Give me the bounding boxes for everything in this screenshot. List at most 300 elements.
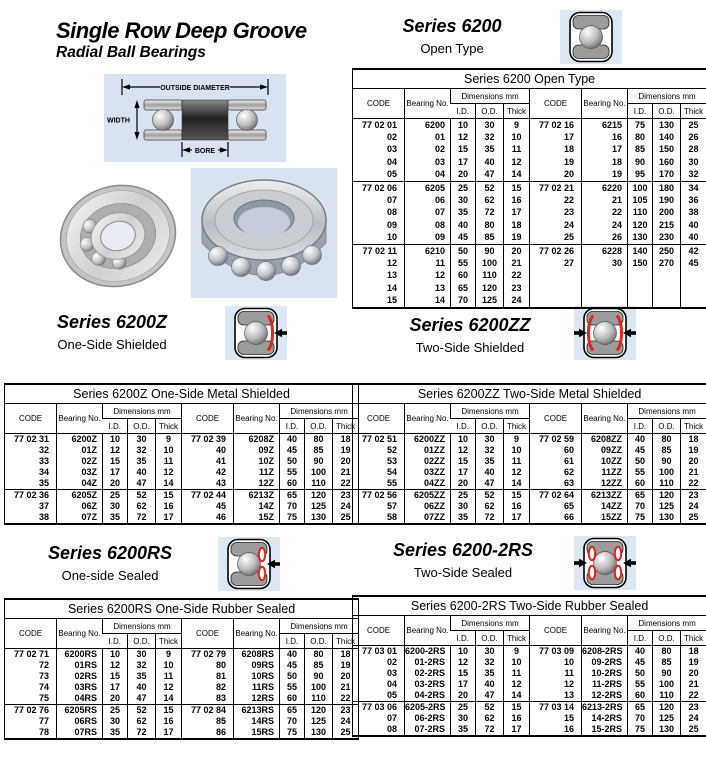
row-group [353, 490, 706, 525]
cell-code [530, 282, 582, 294]
cell-id: 60 [451, 270, 476, 282]
cell-thick: 17 [504, 207, 530, 219]
cell-od: 120 [653, 490, 681, 502]
cell-thick: 17 [504, 724, 530, 736]
cell-thick: 11 [156, 456, 182, 467]
cell-od: 120 [305, 490, 333, 502]
cell-id: 25 [103, 705, 128, 717]
cell-bearing-no: 12 [405, 270, 451, 282]
cell-bearing-no: 24 [582, 219, 628, 231]
cell-od: 110 [305, 478, 333, 490]
section-series-title: Series 6200Z [56, 312, 168, 332]
cell-id: 130 [628, 232, 653, 245]
cell-bearing-no [582, 270, 628, 282]
cell-thick: 24 [681, 501, 706, 512]
cell-od: 72 [128, 727, 156, 739]
table-title-row [5, 599, 359, 619]
cell-od: 30 [128, 434, 156, 446]
cell-od: 80 [305, 649, 333, 661]
cell-code: 83 [182, 693, 234, 705]
cell-id: 75 [280, 512, 305, 524]
cell-bearing-no: 08 [405, 219, 451, 231]
cell-id: 120 [628, 219, 653, 231]
cell-code: 22 [530, 194, 582, 206]
row-group [353, 244, 706, 307]
cell-od: 90 [476, 244, 504, 257]
cell-od: 130 [305, 512, 333, 524]
table-title-row [353, 69, 706, 89]
bearing-table-z [4, 383, 359, 525]
cell-thick: 14 [504, 690, 530, 702]
bearing-one-shield-icon [225, 306, 287, 360]
cell-code: 18 [530, 144, 582, 156]
cell-od: 110 [653, 690, 681, 702]
cell-id: 110 [628, 207, 653, 219]
cell-bearing-no: 14ZZ [582, 501, 628, 512]
cell-bearing-no: 6228 [582, 244, 628, 257]
cell-od: 47 [476, 478, 504, 490]
outside-diameter-label: OUTSIDE DIAMETER [160, 84, 230, 92]
cell-id: 45 [628, 445, 653, 456]
cell-id: 45 [280, 445, 305, 456]
cell-id: 45 [451, 232, 476, 245]
cell-id: 30 [103, 716, 128, 727]
cell-thick [681, 294, 706, 307]
table-row [353, 232, 706, 245]
table-row [353, 646, 706, 658]
table-row [5, 727, 359, 739]
cell-code: 45 [182, 501, 234, 512]
cell-code: 86 [182, 727, 234, 739]
cell-id: 65 [280, 705, 305, 717]
table-row [5, 705, 359, 717]
table-row [353, 270, 706, 282]
cell-thick: 21 [333, 682, 359, 693]
bore-label: BORE [194, 147, 216, 155]
table-row [353, 181, 706, 194]
cell-thick: 17 [156, 727, 182, 739]
table-row [353, 294, 706, 307]
cell-id: 12 [451, 131, 476, 143]
cell-od: 62 [128, 501, 156, 512]
cell-id: 12 [103, 660, 128, 671]
cell-code: 57 [386, 501, 397, 511]
cell-bearing-no: 11RS [234, 682, 280, 693]
col-header-thick: Thick [333, 419, 359, 434]
cell-thick: 40 [681, 219, 706, 231]
cell-id: 17 [451, 679, 476, 690]
cell-code: 77 02 39 [182, 434, 234, 446]
cell-od: 85 [653, 657, 681, 668]
col-header-thick: Thick [504, 104, 530, 119]
table-row [5, 682, 359, 693]
col-header-bearing: Bearing No. [57, 404, 103, 434]
cell-od: 250 [653, 244, 681, 257]
bearing-dimension-diagram [104, 74, 286, 162]
cell-code: 77 02 31 [13, 434, 49, 444]
cell-od: 80 [476, 219, 504, 231]
cell-code: 37 [38, 501, 49, 511]
table-row [353, 282, 706, 294]
cell-bearing-no: 01 [405, 131, 451, 143]
cell-code: 10 [386, 232, 397, 243]
col-header-dims: Dimensions mm [628, 616, 706, 631]
cell-bearing-no: 15RS [234, 727, 280, 739]
cell-code: 72 [38, 660, 49, 670]
col-header-id: I.D. [456, 421, 469, 431]
cell-thick: 12 [504, 156, 530, 168]
cell-od: 62 [476, 501, 504, 512]
cell-code: 20 [530, 169, 582, 182]
cell-od: 110 [476, 270, 504, 282]
cell-bearing-no: 6205 [405, 181, 451, 194]
cell-thick: 16 [156, 501, 182, 512]
cell-thick: 9 [504, 646, 530, 658]
cell-od: 160 [653, 156, 681, 168]
cell-id: 60 [628, 690, 653, 702]
cell-code: 77 02 21 [530, 181, 582, 194]
cell-thick: 18 [333, 434, 359, 446]
cell-bearing-no: 6208Z [234, 434, 280, 446]
col-header-bearing: Bearing No. [57, 619, 103, 649]
table-row [353, 207, 706, 219]
cell-code: 09 [386, 219, 397, 230]
cell-code: 02 [386, 132, 397, 143]
cell-id: 30 [451, 501, 476, 512]
cell-thick: 18 [333, 649, 359, 661]
cell-code: 65 [530, 501, 582, 512]
cell-code: 27 [530, 257, 582, 269]
cell-od: 35 [128, 671, 156, 682]
cell-bearing-no: 01RS [57, 660, 103, 671]
cell-od: 90 [653, 456, 681, 467]
cell-code: 77 02 79 [182, 649, 234, 661]
cell-code: 77 03 09 [530, 646, 582, 658]
cell-thick: 38 [681, 207, 706, 219]
cell-id: 55 [280, 682, 305, 693]
bearing-table-zz [352, 383, 706, 525]
table-row [353, 169, 706, 182]
cell-code: 77 02 36 [13, 490, 49, 500]
cell-od: 150 [653, 144, 681, 156]
bearing-open-icon [560, 10, 622, 64]
table-row [5, 649, 359, 661]
cell-bearing-no: 03Z [57, 467, 103, 478]
cell-id: 75 [628, 724, 653, 736]
cell-bearing-no: 6200-2RS [405, 646, 451, 658]
cell-od: 85 [305, 660, 333, 671]
cell-thick: 15 [156, 705, 182, 717]
cell-id: 40 [280, 434, 305, 446]
cell-bearing-no: 6200RS [57, 649, 103, 661]
cell-thick: 25 [333, 512, 359, 524]
cell-thick: 21 [681, 679, 706, 690]
cell-id: 30 [451, 194, 476, 206]
cell-thick: 11 [504, 144, 530, 156]
cell-thick: 9 [504, 119, 530, 132]
bearing-photo-cutaway [191, 168, 337, 298]
cell-bearing-no: 07Z [57, 512, 103, 524]
cell-thick: 19 [681, 657, 706, 668]
col-header-code: CODE [18, 629, 43, 638]
cell-thick: 25 [333, 727, 359, 739]
page-subtitle: Radial Ball Bearings [56, 44, 206, 61]
cell-od: 62 [476, 713, 504, 724]
table-row [353, 257, 706, 269]
col-header-code: CODE [366, 626, 391, 635]
cell-od: 80 [653, 434, 681, 446]
cell-id: 140 [628, 244, 653, 257]
table-title-row [353, 384, 706, 404]
section-type-label: Open Type [420, 41, 484, 56]
cell-thick: 23 [333, 490, 359, 502]
cell-thick: 10 [156, 660, 182, 671]
table-row [353, 467, 706, 478]
cell-od: 35 [476, 144, 504, 156]
section-type-label: One-Side Shielded [57, 337, 167, 352]
cell-thick: 11 [504, 668, 530, 679]
cell-od: 100 [305, 682, 333, 693]
cell-thick: 12 [504, 679, 530, 690]
cell-code: 19 [530, 156, 582, 168]
cell-id: 55 [628, 679, 653, 690]
cell-od: 215 [653, 219, 681, 231]
table-title: Series 6200RS One-Side Rubber Sealed [5, 599, 359, 619]
cell-od: 100 [305, 467, 333, 478]
cell-bearing-no: 04RS [57, 693, 103, 705]
table-title: Series 6200Z One-Side Metal Shielded [5, 384, 359, 404]
table-title: Series 6200-2RS Two-Side Rubber Sealed [353, 596, 706, 616]
cell-code: 08 [386, 207, 397, 218]
col-header-id: I.D. [628, 419, 653, 434]
row-group [353, 646, 706, 702]
cell-thick: 11 [156, 671, 182, 682]
cell-bearing-no: 6208-2RS [582, 646, 628, 658]
cell-od: 32 [476, 131, 504, 143]
col-header-code: CODE [530, 404, 582, 434]
cell-thick: 19 [681, 445, 706, 456]
cell-od: 190 [653, 194, 681, 206]
cell-code: 35 [38, 478, 49, 488]
section-header-open [352, 16, 552, 57]
cell-od: 52 [128, 490, 156, 502]
table-row [5, 501, 359, 512]
cell-thick: 14 [156, 478, 182, 490]
cell-id: 10 [451, 434, 476, 446]
cell-thick: 9 [156, 649, 182, 661]
cell-code: 02 [386, 657, 397, 667]
cell-bearing-no: 15ZZ [582, 512, 628, 524]
cell-code: 52 [386, 445, 397, 455]
cell-bearing-no: 04-2RS [405, 690, 451, 702]
table-header-row [5, 619, 359, 634]
col-header-dims: Dimensions mm [628, 89, 706, 104]
cell-od: 100 [653, 679, 681, 690]
cell-od: 110 [653, 478, 681, 490]
col-header-bearing: Bearing No. [582, 404, 628, 434]
cell-thick: 14 [156, 693, 182, 705]
table-row [5, 445, 359, 456]
cell-code: 11 [530, 668, 582, 679]
table-row [353, 194, 706, 206]
cell-code: 04 [386, 156, 397, 167]
table-row [353, 445, 706, 456]
cell-od: 200 [653, 207, 681, 219]
section-type-label: Two-Side Sealed [413, 565, 513, 580]
table-row [353, 131, 706, 143]
cell-code: 12 [386, 257, 397, 268]
cell-code: 14 [386, 282, 397, 293]
col-header-id: I.D. [280, 634, 305, 649]
cell-id: 45 [280, 660, 305, 671]
table-row [353, 219, 706, 231]
cell-code: 77 [38, 716, 49, 726]
cell-thick: 22 [681, 478, 706, 490]
cell-id: 10 [103, 649, 128, 661]
cell-od: 72 [476, 724, 504, 736]
cell-code: 62 [530, 467, 582, 478]
cell-od: 47 [128, 478, 156, 490]
cell-thick: 22 [333, 478, 359, 490]
cell-id: 15 [451, 144, 476, 156]
cell-id: 70 [280, 716, 305, 727]
cell-id: 60 [280, 478, 305, 490]
cell-thick: 24 [504, 294, 530, 307]
cell-id: 50 [451, 244, 476, 257]
cell-id: 75 [280, 727, 305, 739]
cell-code: 25 [530, 232, 582, 245]
col-header-thick: Thick [156, 419, 182, 434]
cell-id: 10 [451, 646, 476, 658]
table-row [353, 668, 706, 679]
cell-id: 15 [451, 456, 476, 467]
col-header-bearing: Bearing No. [405, 616, 451, 646]
cell-thick: 12 [156, 682, 182, 693]
table-row [5, 660, 359, 671]
cell-thick: 21 [681, 467, 706, 478]
row-group [353, 702, 706, 737]
cell-bearing-no: 06ZZ [405, 501, 451, 512]
cell-bearing-no [582, 282, 628, 294]
cell-id: 15 [103, 671, 128, 682]
cell-id: 70 [451, 294, 476, 307]
table-row [5, 434, 359, 446]
cell-id: 70 [280, 501, 305, 512]
cell-od: 120 [305, 705, 333, 717]
cell-code: 77 03 01 [361, 646, 397, 656]
cell-thick: 16 [504, 713, 530, 724]
table-row [353, 156, 706, 168]
section-series-title: Series 6200 [402, 16, 502, 36]
cell-thick [681, 282, 706, 294]
cell-od: 62 [128, 716, 156, 727]
cell-od: 30 [128, 649, 156, 661]
cell-bearing-no: 01Z [57, 445, 103, 456]
col-header-thick: Thick [681, 631, 706, 646]
table-container-rs [4, 598, 356, 740]
cell-code: 05 [386, 169, 397, 180]
bearing-one-seal-icon [218, 537, 280, 591]
table-row [353, 456, 706, 467]
table-header-row [353, 89, 706, 104]
table-row [353, 702, 706, 714]
cell-id: 12 [451, 657, 476, 668]
cell-bearing-no: 12-2RS [582, 690, 628, 702]
bearing-photo-open [48, 162, 188, 310]
cell-od: 52 [476, 181, 504, 194]
cell-code: 34 [38, 467, 49, 477]
cell-code: 77 02 44 [182, 490, 234, 502]
cell-od: 130 [305, 727, 333, 739]
cell-id: 45 [628, 657, 653, 668]
cell-od: 47 [128, 693, 156, 705]
cell-code: 80 [182, 660, 234, 671]
cell-od: 40 [476, 679, 504, 690]
table-row [5, 716, 359, 727]
cell-id: 40 [451, 219, 476, 231]
cell-code: 08 [386, 724, 397, 734]
bearing-table-rs [4, 598, 359, 740]
cell-id: 55 [451, 257, 476, 269]
cell-code [530, 294, 582, 307]
cell-bearing-no: 12Z [234, 478, 280, 490]
col-header-id: I.D. [456, 633, 469, 643]
cell-code: 73 [38, 671, 49, 681]
cell-code: 77 02 51 [361, 434, 397, 444]
cell-bearing-no: 22 [582, 207, 628, 219]
cell-bearing-no: 07-2RS [405, 724, 451, 736]
cell-id: 55 [628, 467, 653, 478]
cell-thick: 15 [504, 702, 530, 714]
cell-od: 130 [653, 512, 681, 524]
col-header-code: CODE [182, 404, 234, 434]
col-header-code: CODE [18, 414, 43, 423]
col-header-dims: Dimensions mm [451, 616, 530, 631]
cell-code: 16 [530, 724, 582, 736]
row-group [353, 434, 706, 490]
cell-id: 70 [628, 501, 653, 512]
cell-id: 35 [103, 727, 128, 739]
cell-od: 35 [128, 456, 156, 467]
cell-id: 55 [280, 467, 305, 478]
cell-id: 50 [628, 456, 653, 467]
col-header-bearing: Bearing No. [405, 89, 451, 119]
cell-bearing-no: 07 [405, 207, 451, 219]
cell-code: 77 02 01 [361, 119, 397, 130]
cell-id: 17 [103, 467, 128, 478]
cell-od: 120 [653, 702, 681, 714]
cell-code: 77 02 59 [530, 434, 582, 446]
cell-od: 125 [653, 713, 681, 724]
cell-od: 52 [128, 705, 156, 717]
cell-thick: 20 [681, 668, 706, 679]
table-container-open [352, 68, 706, 309]
cell-bearing-no: 06RS [57, 716, 103, 727]
table-container-z [4, 383, 356, 525]
cell-bearing-no: 6208ZZ [582, 434, 628, 446]
cell-thick: 19 [333, 660, 359, 671]
cell-od: 47 [476, 690, 504, 702]
table-row [353, 679, 706, 690]
table-header-row [353, 616, 706, 631]
cell-od: 52 [476, 702, 504, 714]
cell-thick: 24 [681, 713, 706, 724]
cell-od: 52 [476, 490, 504, 502]
table-row [353, 244, 706, 257]
cell-od: 170 [653, 169, 681, 182]
cell-od: 35 [476, 668, 504, 679]
cell-od: 110 [305, 693, 333, 705]
